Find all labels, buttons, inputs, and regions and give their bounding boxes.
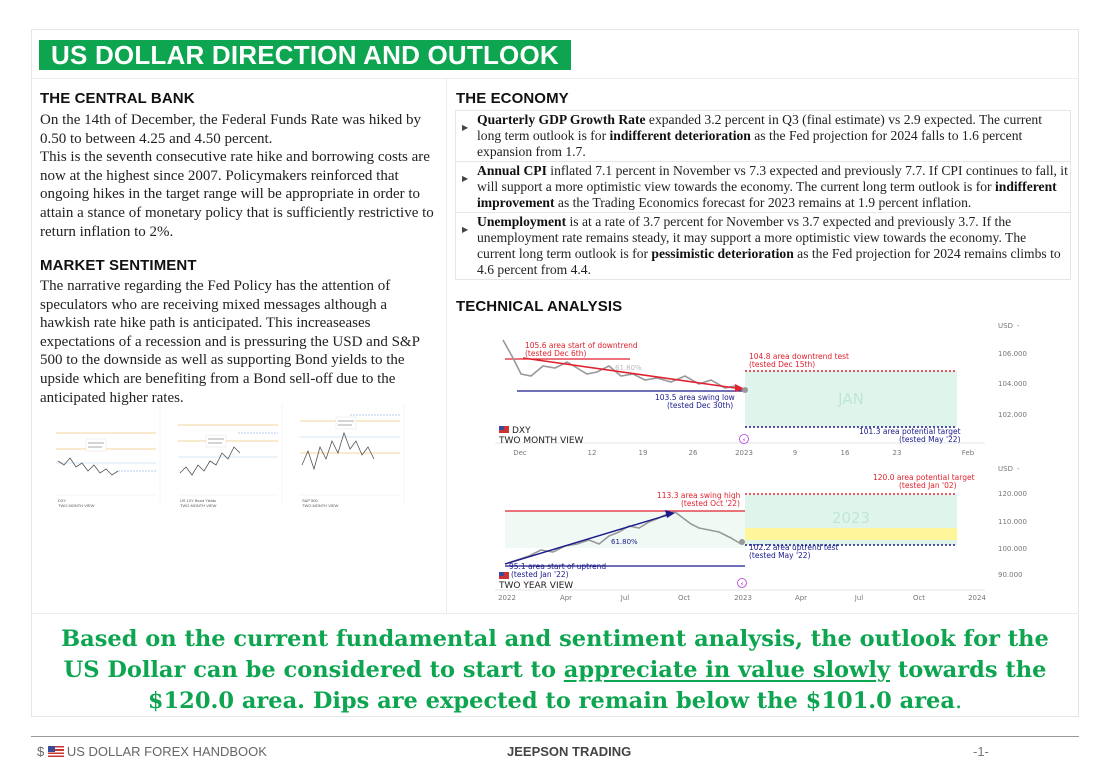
annotation-potential-target-sub: (tested May '22)	[899, 435, 961, 444]
projection-label-2023: 2023	[831, 509, 871, 527]
event-badge-glyph: ⚡	[739, 581, 745, 588]
market-sentiment-text: The narrative regarding the Fed Policy has the attention of speculators who are receiving mixed messages although a hawkish rate hike path is anticipated. This increaseases expectations of a recession and is pressuring the USD and S&P 500 to the downside as well as supporting Bond yields to the upside which are benefiting from a Bond sell-off due to the anticipated higher rates.	[40, 278, 420, 406]
dollar-icon: $	[37, 744, 45, 759]
footer-divider	[31, 736, 1079, 737]
footer-handbook-title	[37, 744, 267, 759]
chart2-view: TWO YEAR VIEW	[499, 581, 574, 591]
technical-charts-svg	[495, 318, 1055, 606]
thumbnail-bond-yields[interactable]	[178, 403, 290, 511]
economy-item-cpi	[455, 161, 1071, 212]
x-tick-oct-23: Oct	[912, 594, 926, 602]
thumbnail-bond-yields-chart	[178, 403, 290, 511]
central-bank-heading: THE CENTRAL BANK	[40, 90, 195, 107]
x-tick-2023b: 2023	[734, 594, 752, 602]
event-badge-glyph: ⚡	[741, 437, 747, 444]
chart1-symbol: DXY	[512, 426, 531, 436]
y-tick-102: 102.000	[998, 411, 1027, 419]
projection-label-jan: JAN	[838, 390, 864, 408]
annotation-swing-high-sub: (tested Oct '22)	[681, 499, 740, 508]
x-tick-12: 12	[587, 449, 597, 457]
thumbnail-sp500-view: TWO MONTH VIEW	[302, 502, 339, 508]
conclusion-part-1: Based on the current fundamental and sentiment analysis, the outlook for the US Dollar can be considered to start to	[61, 626, 1049, 683]
economy-item-unemployment	[455, 212, 1071, 280]
sentiment-thumbnails	[56, 403, 424, 513]
footer-left-text: US DOLLAR FOREX HANDBOOK	[66, 744, 267, 759]
x-tick-2022: 2022	[498, 594, 516, 602]
x-tick-jul-22: Jul	[620, 594, 630, 602]
x-tick-23: 23	[892, 449, 902, 457]
x-tick-feb: Feb	[961, 449, 975, 457]
annotation-uptrend-test-sub: (tested May '22)	[749, 551, 811, 560]
currency-label-chart2: USD	[998, 465, 1013, 473]
svg-text:-: -	[1017, 465, 1020, 473]
y-tick-90: 90.000	[998, 571, 1023, 579]
thumbnail-sp500[interactable]	[300, 403, 412, 511]
currency-label-chart1: USD	[998, 322, 1013, 330]
technical-charts	[495, 318, 1055, 606]
economy-list	[455, 110, 1071, 280]
header-divider	[31, 78, 1079, 79]
x-tick-dec: Dec	[513, 449, 527, 457]
economy-item-text: is at a rate of 3.7 percent for November vs 3.7 expected and previously 3.7. If the unemployment rate remains steady, it may support a more optimistic view towards the economy. The current long term outlook is for	[477, 214, 1027, 261]
annotation-potential-target-120-sub: (tested Jan '02)	[899, 481, 957, 490]
economy-item-emphasis: pessimistic deterioration	[651, 246, 794, 261]
annotation-start-uptrend-sub: (tested Jan '22)	[511, 570, 569, 579]
economy-item-text: expanded 3.2 percent in Q3 (final estimate) vs 2.9 expected. The current long term outlook is for	[477, 112, 1042, 143]
conclusion-divider	[31, 613, 1079, 614]
annotation-start-downtrend-sub: (tested Dec 6th)	[525, 349, 587, 358]
annotation-downtrend-test-sub: (tested Dec 15th)	[749, 360, 816, 369]
x-tick-apr-22: Apr	[559, 594, 573, 602]
thumbnail-dxy-symbol: DXY	[58, 498, 67, 503]
bullet-triangle-icon: ▶	[462, 174, 469, 183]
y-tick-100: 100.000	[998, 545, 1027, 553]
fib-label-chart2: 61.80%	[611, 538, 638, 546]
annotation-downtrend-test: 104.8 area downtrend test	[749, 352, 849, 361]
economy-item-text: inflated 7.1 percent in November vs 7.3 expected and previously 7.7. If CPI continues to fall, it will support a more optimistic view towards the economy. The current long term outlook is for	[477, 163, 1068, 194]
economy-item-text-end: as the Fed projection for 2024 remains climbs to 4.6 percent from 4.4.	[477, 246, 1061, 277]
downtrend-line	[523, 358, 735, 388]
fib-label-chart1: 61.80%	[615, 364, 642, 372]
x-tick-16: 16	[840, 449, 850, 457]
y-tick-110: 110.000	[998, 518, 1027, 526]
conclusion-end: .	[954, 688, 963, 714]
thumbnail-bond-yields-view: TWO MONTH VIEW	[180, 502, 217, 508]
conclusion-part-2: towards the $120.0 area. Dips are expected to remain below the $101.0 area	[147, 657, 1047, 714]
thumbnail-bond-yields-symbol: US 10Y Bond Yields	[180, 498, 216, 503]
annotation-uptrend-test: 102.2 area uptrend test	[749, 543, 839, 552]
conclusion-statement	[40, 624, 1070, 717]
x-tick-jul-23: Jul	[854, 594, 864, 602]
page-title: US DOLLAR DIRECTION AND OUTLOOK	[39, 40, 571, 70]
svg-text:-: -	[1017, 322, 1020, 330]
annotation-start-downtrend: 105.6 area start of downtrend	[525, 341, 638, 350]
annotation-potential-target-120: 120.0 area potential target	[873, 473, 975, 482]
x-tick-9: 9	[792, 449, 798, 457]
annotation-swing-low: 103.5 area swing low	[655, 393, 735, 402]
central-bank-paragraph-1: On the 14th of December, the Federal Funds Rate was hiked by 0.50 to between 4.25 and 4.50 percent.	[40, 112, 421, 147]
bullet-triangle-icon: ▶	[462, 123, 469, 132]
y-tick-104: 104.000	[998, 380, 1027, 388]
dxy-two-month-chart	[495, 322, 1027, 457]
conclusion-underlined: appreciate in value slowly	[563, 657, 891, 683]
x-tick-apr-23: Apr	[794, 594, 808, 602]
thumbnail-dxy[interactable]	[56, 403, 168, 511]
economy-item-gdp	[455, 110, 1071, 161]
annotation-start-uptrend: 95.1 area start of uptrend	[509, 562, 607, 571]
footer-page-number: -1-	[973, 744, 989, 759]
y-tick-120: 120.000	[998, 490, 1027, 498]
footer-brand: JEEPSON TRADING	[507, 744, 632, 759]
column-divider	[446, 79, 447, 613]
economy-item-label: Quarterly GDP Growth Rate	[477, 112, 646, 127]
annotation-swing-low-sub: (tested Dec 30th)	[667, 401, 734, 410]
x-tick-2023: 2023	[735, 449, 753, 457]
chart1-view: TWO MONTH VIEW	[499, 436, 584, 446]
economy-item-label: Annual CPI	[477, 163, 547, 178]
x-tick-26: 26	[688, 449, 698, 457]
market-sentiment-heading: MARKET SENTIMENT	[40, 257, 197, 274]
central-bank-paragraph-2: This is the seventh consecutive rate hike and borrowing costs are now at the highest since 2007. Policymakers reinforced that ongoing hikes in the target range will be appropriate in order to attain a stance of monetary policy that is sufficiently restrictive to return inflation to 2%.	[40, 149, 434, 240]
thumbnail-dxy-chart	[56, 403, 168, 511]
economy-heading: THE ECONOMY	[456, 90, 569, 107]
economy-item-label: Unemployment	[477, 214, 567, 229]
economy-item-emphasis: indifferent improvement	[477, 179, 1057, 210]
economy-item-text-end: as the Fed projection for 2024 falls to 1.6 percent expansion from 1.7.	[477, 128, 1023, 159]
y-tick-106: 106.000	[998, 350, 1027, 358]
dxy-two-year-chart	[495, 465, 1027, 602]
annotation-potential-target: 101.3 area potential target	[859, 427, 961, 436]
bullet-triangle-icon: ▶	[462, 225, 469, 234]
x-tick-oct-22: Oct	[677, 594, 691, 602]
annotation-swing-high: 113.3 area swing high	[657, 491, 741, 500]
central-bank-text	[40, 111, 440, 241]
technical-analysis-heading: TECHNICAL ANALYSIS	[456, 298, 623, 315]
thumbnail-dxy-view: TWO MONTH VIEW	[58, 502, 95, 508]
us-flag-icon	[48, 746, 64, 757]
economy-item-text-end: as the Trading Economics forecast for 2023 remains at 1.9 percent inflation.	[554, 195, 972, 210]
economy-item-emphasis: indifferent deterioration	[609, 128, 751, 143]
thumbnail-sp500-symbol: S&P 500	[302, 498, 318, 503]
x-tick-19: 19	[638, 449, 648, 457]
current-price-dot	[742, 387, 748, 393]
projection-zone-yellow	[745, 528, 957, 540]
thumbnail-sp500-chart	[300, 403, 412, 511]
x-tick-2024: 2024	[968, 594, 986, 602]
current-2y-price-dot	[739, 539, 745, 545]
